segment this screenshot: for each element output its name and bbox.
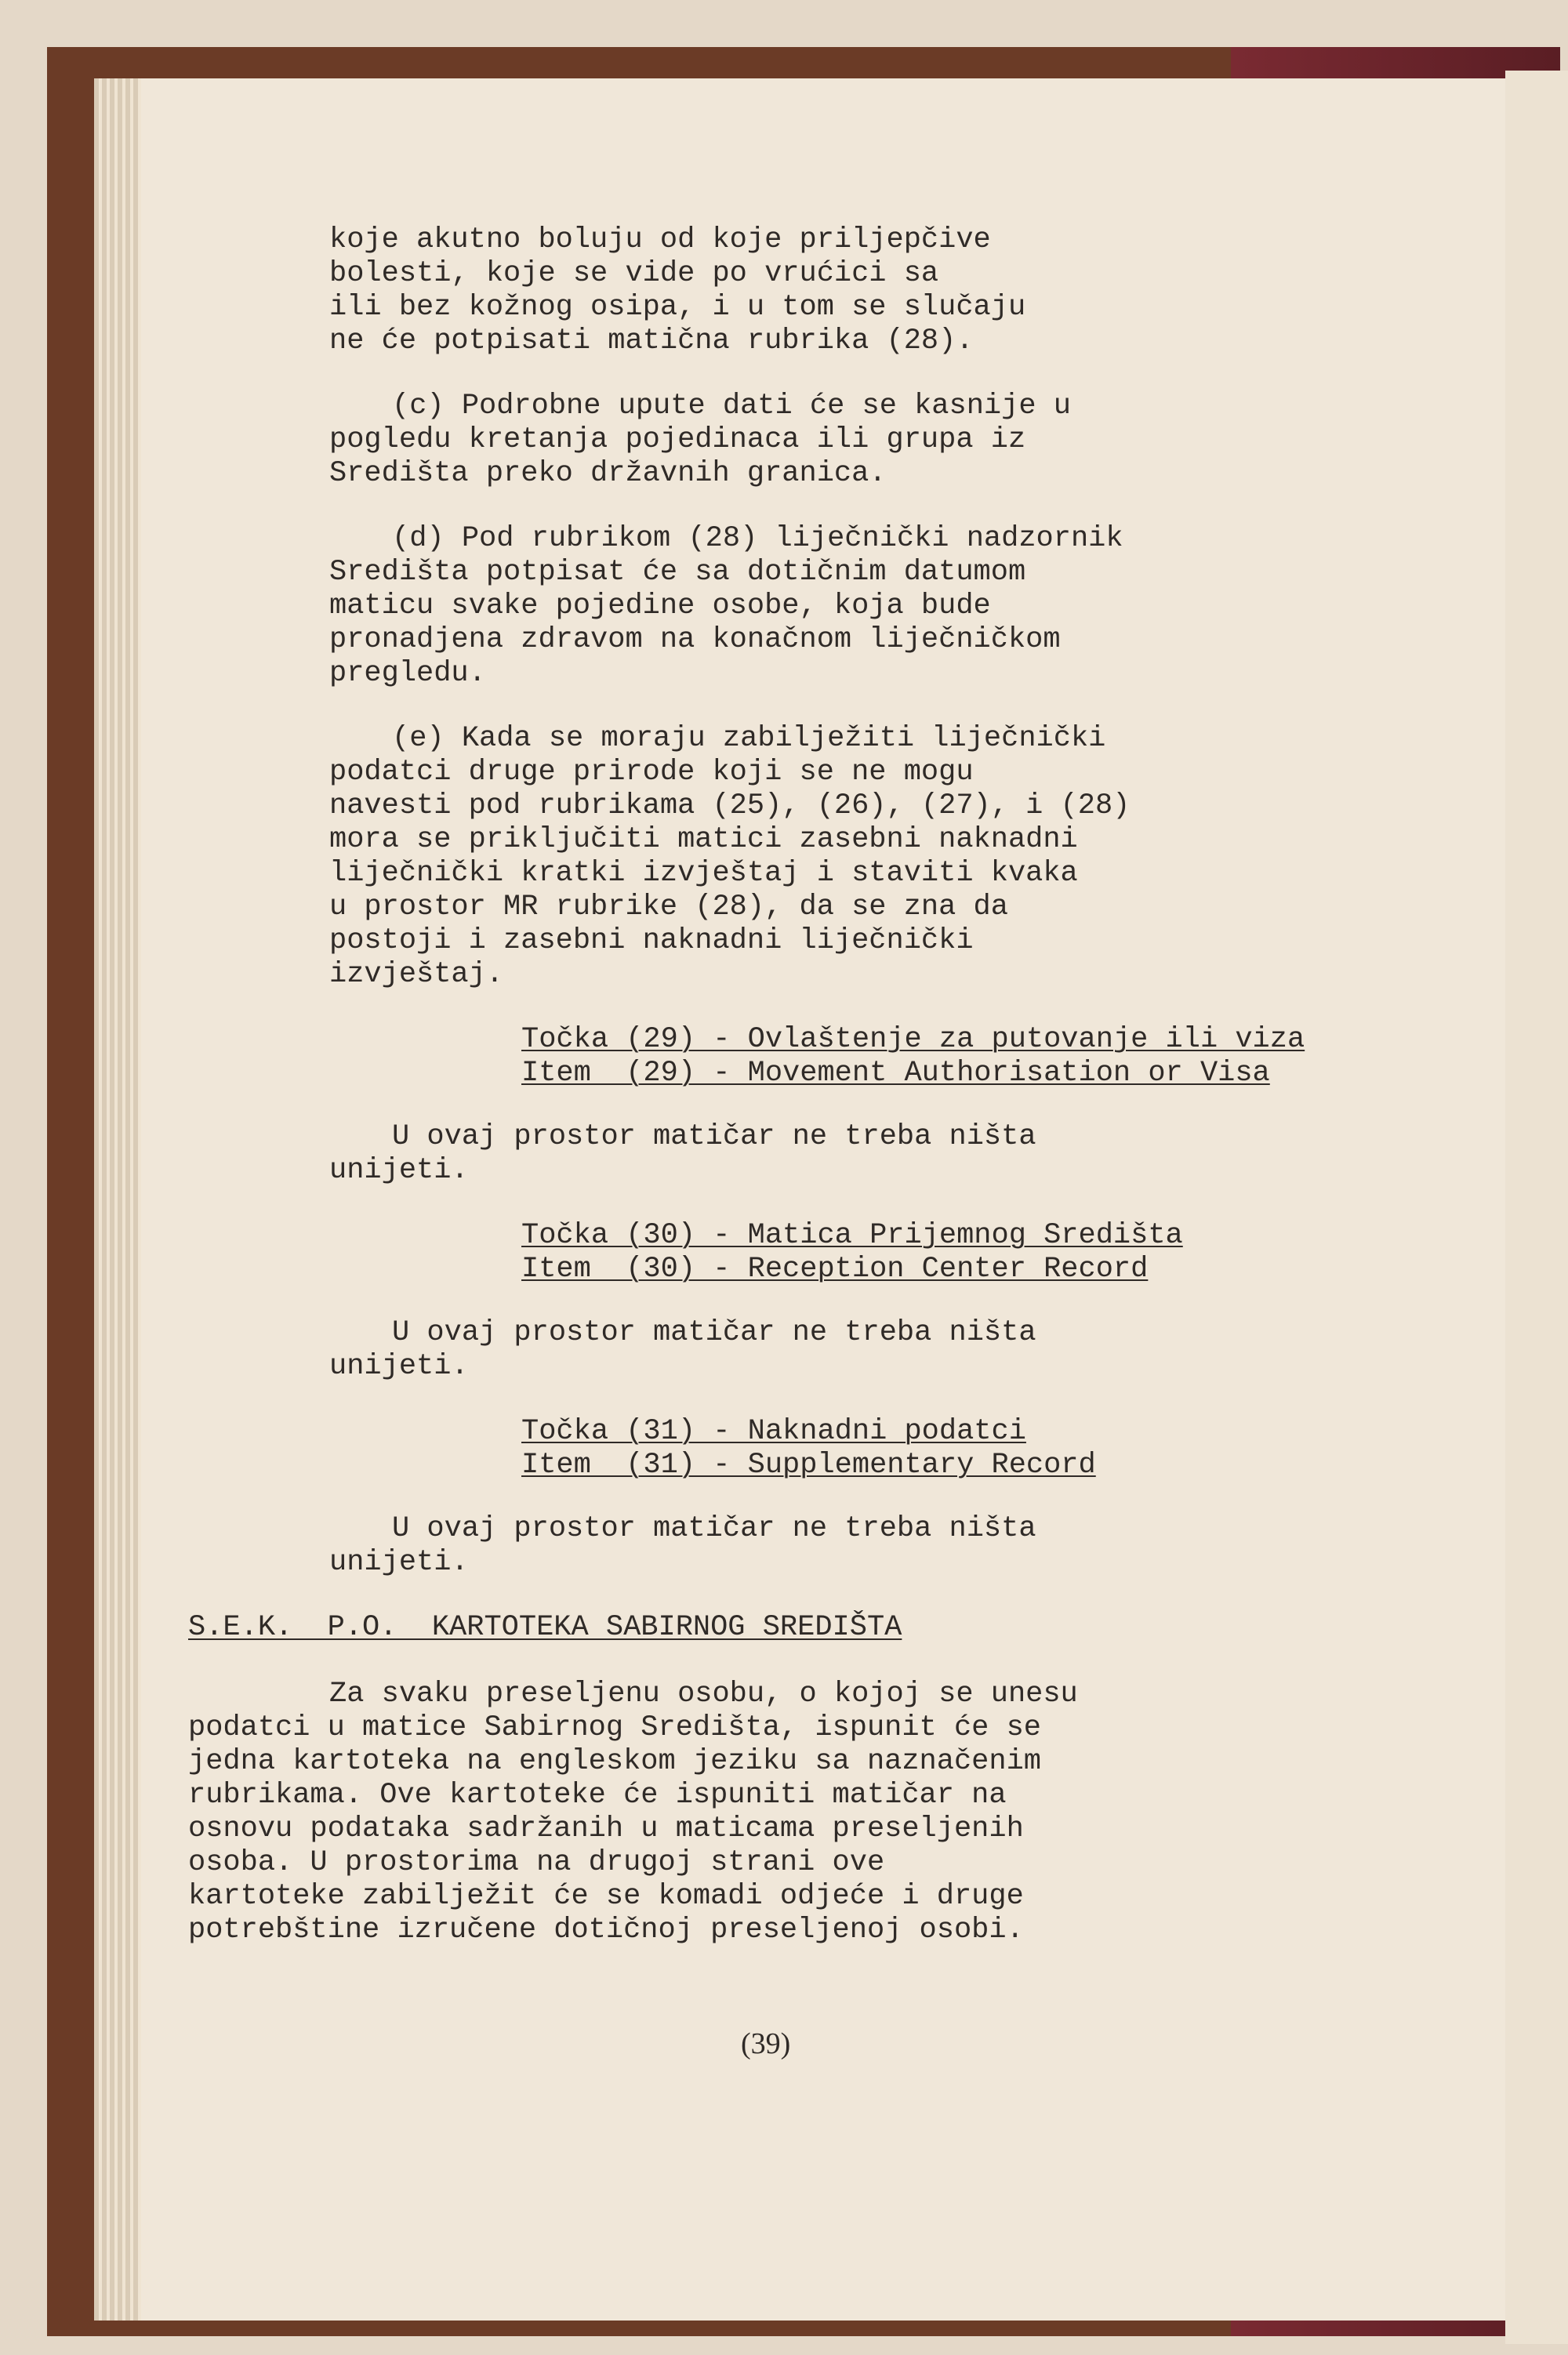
paragraph-d bbox=[329, 522, 1427, 691]
heading-croatian: Točka (30) - Matica Prijemnog Središta bbox=[521, 1219, 1183, 1252]
paragraph-c bbox=[329, 390, 1427, 491]
text-line: postoji i zasebni naknadni liječnički bbox=[329, 924, 974, 957]
text-line: liječnički kratki izvještaj i staviti kvaka bbox=[329, 857, 1078, 890]
heading-english: Item (29) - Movement Authorisation or Visa bbox=[521, 1057, 1270, 1090]
item-29-heading bbox=[521, 1023, 1427, 1090]
text-line: maticu svake pojedine osobe, koja bude bbox=[329, 590, 991, 622]
text-line: osoba. U prostorima na drugoj strani ove bbox=[188, 1846, 885, 1879]
text-line: potrebštine izručene dotičnoj preseljenoj osobi. bbox=[188, 1914, 1024, 1947]
heading-croatian: Točka (31) - Naknadni podatci bbox=[521, 1415, 1026, 1448]
paragraph-1 bbox=[329, 223, 1427, 358]
text-line: pronadjena zdravom na konačnom liječničkom bbox=[329, 623, 1061, 656]
heading-english: Item (31) - Supplementary Record bbox=[521, 1449, 1096, 1482]
text-line: Središta potpisat će sa dotičnim datumom bbox=[329, 556, 1026, 589]
heading-croatian: Točka (29) - Ovlaštenje za putovanje ili viza bbox=[521, 1023, 1305, 1056]
text-line: bolesti, koje se vide po vrućici sa bbox=[329, 257, 939, 290]
text-line: (d) Pod rubrikom (28) liječnički nadzornik bbox=[392, 522, 1123, 555]
item-31-body bbox=[329, 1512, 1427, 1580]
text-line: rubrikama. Ove kartoteke će ispuniti matičar na bbox=[188, 1779, 1007, 1812]
text-line: (e) Kada se moraju zabilježiti liječnički bbox=[392, 722, 1106, 755]
text-line: navesti pod rubrikama (25), (26), (27), i (28) bbox=[329, 789, 1131, 822]
item-29-body bbox=[329, 1120, 1427, 1188]
text-line: podatci u matice Sabirnog Središta, ispunit će se bbox=[188, 1711, 1041, 1744]
text-line: jedna kartoteka na engleskom jeziku sa naznačenim bbox=[188, 1745, 1041, 1778]
item-31-heading bbox=[521, 1415, 1427, 1482]
text-line: koje akutno boluju od koje priljepčive bbox=[329, 223, 991, 256]
page-number: (39) bbox=[741, 2027, 791, 2060]
text-line: Središta preko državnih granica. bbox=[329, 457, 887, 490]
text-line: unijeti. bbox=[329, 1546, 469, 1579]
section-heading: S.E.K. P.O. KARTOTEKA SABIRNOG SREDIŠTA bbox=[188, 1611, 902, 1644]
text-line: U ovaj prostor matičar ne treba ništa bbox=[392, 1316, 1036, 1349]
text-line: unijeti. bbox=[329, 1154, 469, 1187]
text-line: U ovaj prostor matičar ne treba ništa bbox=[392, 1120, 1036, 1153]
text-line: ne će potpisati matična rubrika (28). bbox=[329, 325, 974, 357]
text-line: podatci druge prirode koji se ne mogu bbox=[329, 756, 974, 789]
item-30-body bbox=[329, 1316, 1427, 1384]
text-line: unijeti. bbox=[329, 1350, 469, 1383]
page-text bbox=[188, 223, 1427, 1979]
text-line: ili bez kožnog osipa, i u tom se slučaju bbox=[329, 291, 1026, 324]
text-line: kartoteke zabilježit će se komadi odjeće i druge bbox=[188, 1880, 1024, 1913]
facing-page-edge bbox=[1505, 71, 1568, 2344]
text-line: pogledu kretanja pojedinaca ili grupa iz bbox=[329, 423, 1026, 456]
paragraph-e bbox=[329, 722, 1427, 992]
heading-english: Item (30) - Reception Center Record bbox=[521, 1253, 1149, 1286]
text-line: U ovaj prostor matičar ne treba ništa bbox=[392, 1512, 1036, 1545]
text-line: u prostor MR rubrike (28), da se zna da bbox=[329, 891, 1008, 923]
text-line: (c) Podrobne upute dati će se kasnije u bbox=[392, 390, 1071, 423]
paragraph-final bbox=[188, 1678, 1427, 1947]
text-line: osnovu podataka sadržanih u maticama preseljenih bbox=[188, 1813, 1024, 1845]
text-line: izvještaj. bbox=[329, 958, 504, 991]
text-line: Za svaku preseljenu osobu, o kojoj se unesu bbox=[329, 1678, 1078, 1711]
text-line: pregledu. bbox=[329, 657, 486, 690]
text-line: mora se priključiti matici zasebni naknadni bbox=[329, 823, 1078, 856]
item-30-heading bbox=[521, 1219, 1427, 1286]
